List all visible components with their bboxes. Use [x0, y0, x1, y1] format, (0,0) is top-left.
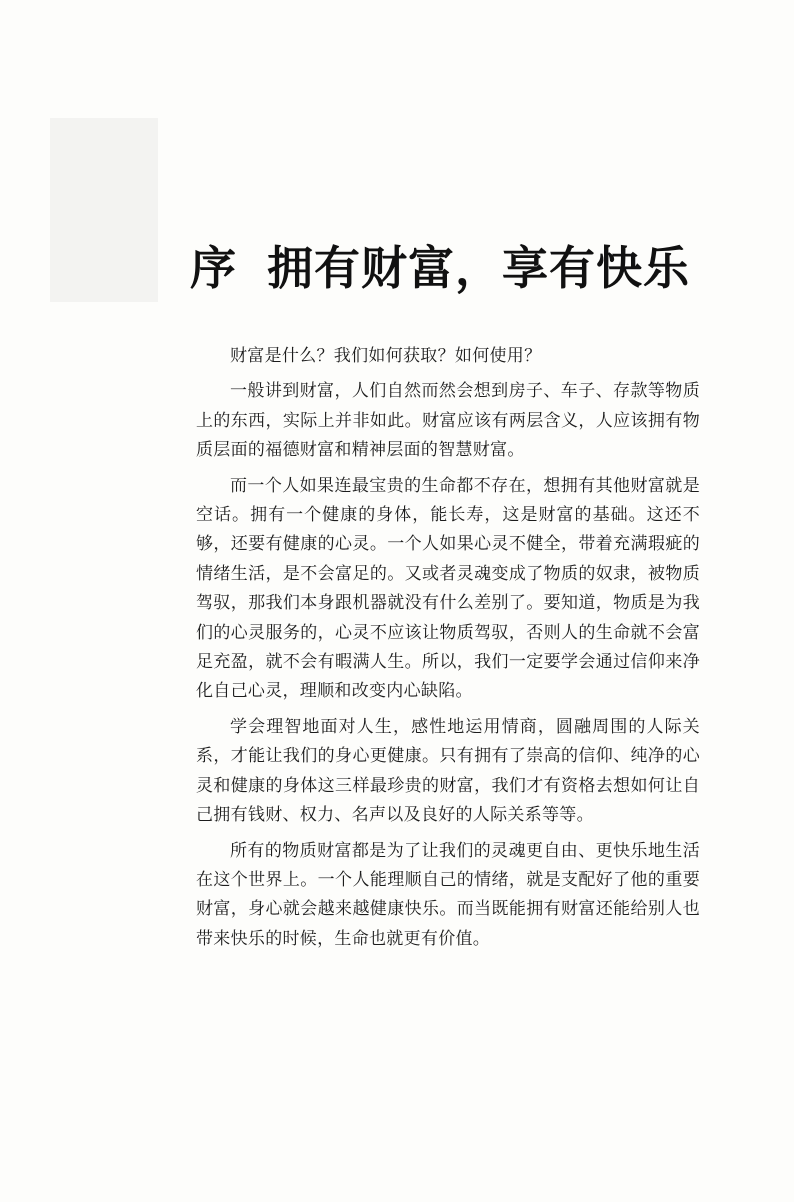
scan-shadow	[50, 118, 158, 302]
paragraph: 学会理智地面对人生，感性地运用情商，圆融周围的人际关系，才能让我们的身心更健康。只有拥有了崇高的信仰、纯净的心灵和健康的身体这三样最珍贵的财富，我们才有资格去想如何让自己拥有钱财、权力、名声以及良好的人际关系等等。	[196, 716, 700, 826]
chapter-title-prefix: 序	[190, 241, 237, 295]
paragraph: 所有的物质财富都是为了让我们的灵魂更自由、更快乐地生活在这个世界上。一个人能理顺自己的情绪，就是支配好了他的重要财富，身心就会越来越健康快乐。而当既能拥有财富还能给别人也带来快乐的时候，生命也就更有价值。	[196, 840, 700, 949]
chapter-title	[190, 238, 710, 298]
paragraph: 一般讲到财富，人们自然而然会想到房子、车子、存款等物质上的东西，实际上并非如此。财富应该有两层含义，人应该拥有物质层面的福德财富和精神层面的智慧财富。	[196, 381, 700, 461]
paragraph: 而一个人如果连最宝贵的生命都不存在，想拥有其他财富就是空话。拥有一个健康的身体，能长寿，这是财富的基础。这还不够，还要有健康的心灵。一个人如果心灵不健全，带着充满瑕疵的情绪生活，是不会富足的。又或者灵魂变成了物质的奴隶，被物质驾驭，那我们本身跟机器就没有什么差别了。要知道，物质是为我们的心灵服务的，心灵不应该让物质驾驭，否则人的生命就不会富足充盈，就不会有暇满人生。所以，我们一定要学会通过信仰来净化自己心灵，理顺和改变内心缺陷。	[196, 475, 700, 702]
paragraph: 财富是什么？我们如何获取？如何使用？	[230, 346, 542, 366]
chapter-title-main: 拥有财富，享有快乐	[267, 241, 690, 295]
body-text	[196, 342, 700, 960]
